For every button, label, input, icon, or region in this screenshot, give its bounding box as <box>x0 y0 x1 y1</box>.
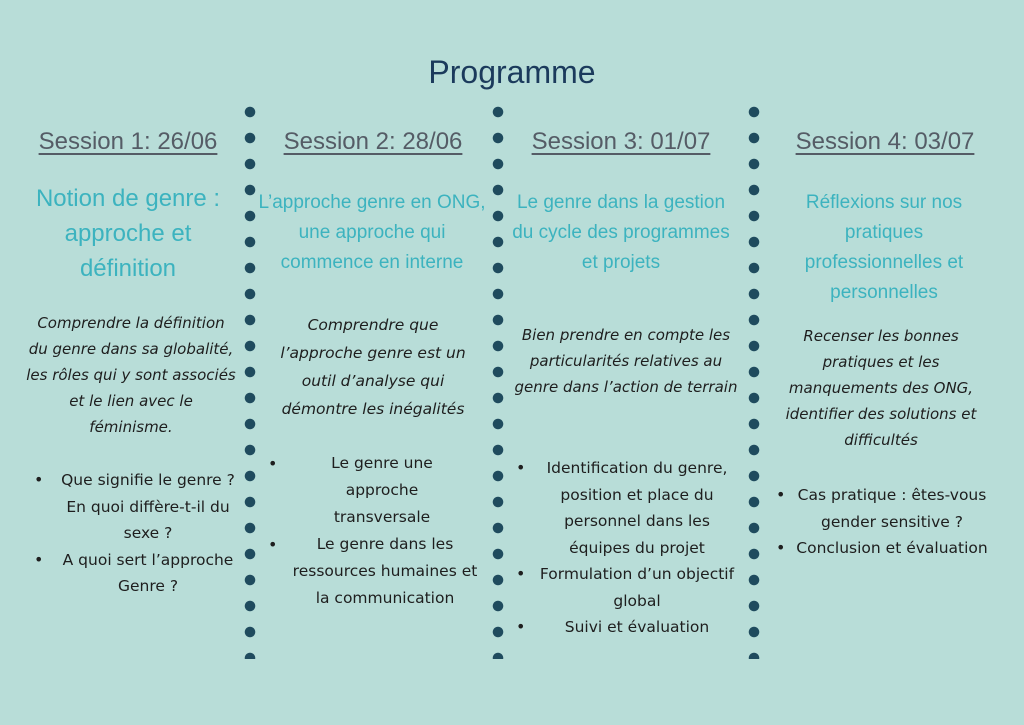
session-3-description: Bien prendre en compte les particularités relatives au genre dans l’action de terrain <box>514 326 738 396</box>
session-4-header: Session 4: 03/07 <box>795 128 975 155</box>
list-item: • Conclusion et évaluation <box>776 538 988 557</box>
session-2-column <box>266 126 480 158</box>
list-item: • A quoi sert l’approche Genre ? <box>34 549 234 595</box>
list-item: • Le genre dans les ressources humaines et la communication <box>268 535 478 607</box>
column-divider <box>243 99 257 659</box>
session-4-bullets <box>776 482 988 562</box>
session-2-header: Session 2: 28/06 <box>283 128 463 155</box>
session-1-bullets <box>34 467 240 600</box>
session-2-topic: L’approche genre en ONG, une approche qui commence en interne <box>258 192 486 273</box>
session-3-column <box>514 126 728 158</box>
session-1-column <box>22 126 234 158</box>
session-3-bullets <box>516 455 738 641</box>
session-4-topic: Réflexions sur nos pratiques professionnelles et personnelles <box>804 192 964 303</box>
session-2-description: Comprendre que l’approche genre est un outil d’analyse qui démontre les inégalités <box>280 316 466 418</box>
session-3-topic: Le genre dans la gestion du cycle des programmes et projets <box>512 192 730 273</box>
session-2-bullets <box>268 450 482 612</box>
session-4-column <box>775 126 995 158</box>
session-4-description: Recenser les bonnes pratiques et les manquements des ONG, identifier des solutions et difficultés <box>785 327 977 449</box>
session-1-description: Comprendre la définition du genre dans sa globalité, les rôles qui y sont associés et le lien avec le féminisme. <box>26 314 236 436</box>
list-item: • Cas pratique : êtes-vous gender sensitive ? <box>776 485 987 531</box>
column-divider <box>491 99 505 659</box>
session-3-header: Session 3: 01/07 <box>531 128 711 155</box>
list-item: • Que signifie le genre ? En quoi diffère-t-il du sexe ? <box>34 470 235 542</box>
list-item: • Formulation d’un objectif global <box>516 564 735 610</box>
list-item: • Identification du genre, position et place du personnel dans les équipes du projet <box>516 458 728 557</box>
list-item: • Suivi et évaluation <box>516 617 710 636</box>
session-1-header: Session 1: 26/06 <box>38 128 218 155</box>
page-title: Programme <box>428 54 596 90</box>
column-divider <box>747 99 761 659</box>
session-1-topic: Notion de genre : approche et définition <box>35 185 221 282</box>
list-item: • Le genre une approche transversale <box>268 454 433 526</box>
